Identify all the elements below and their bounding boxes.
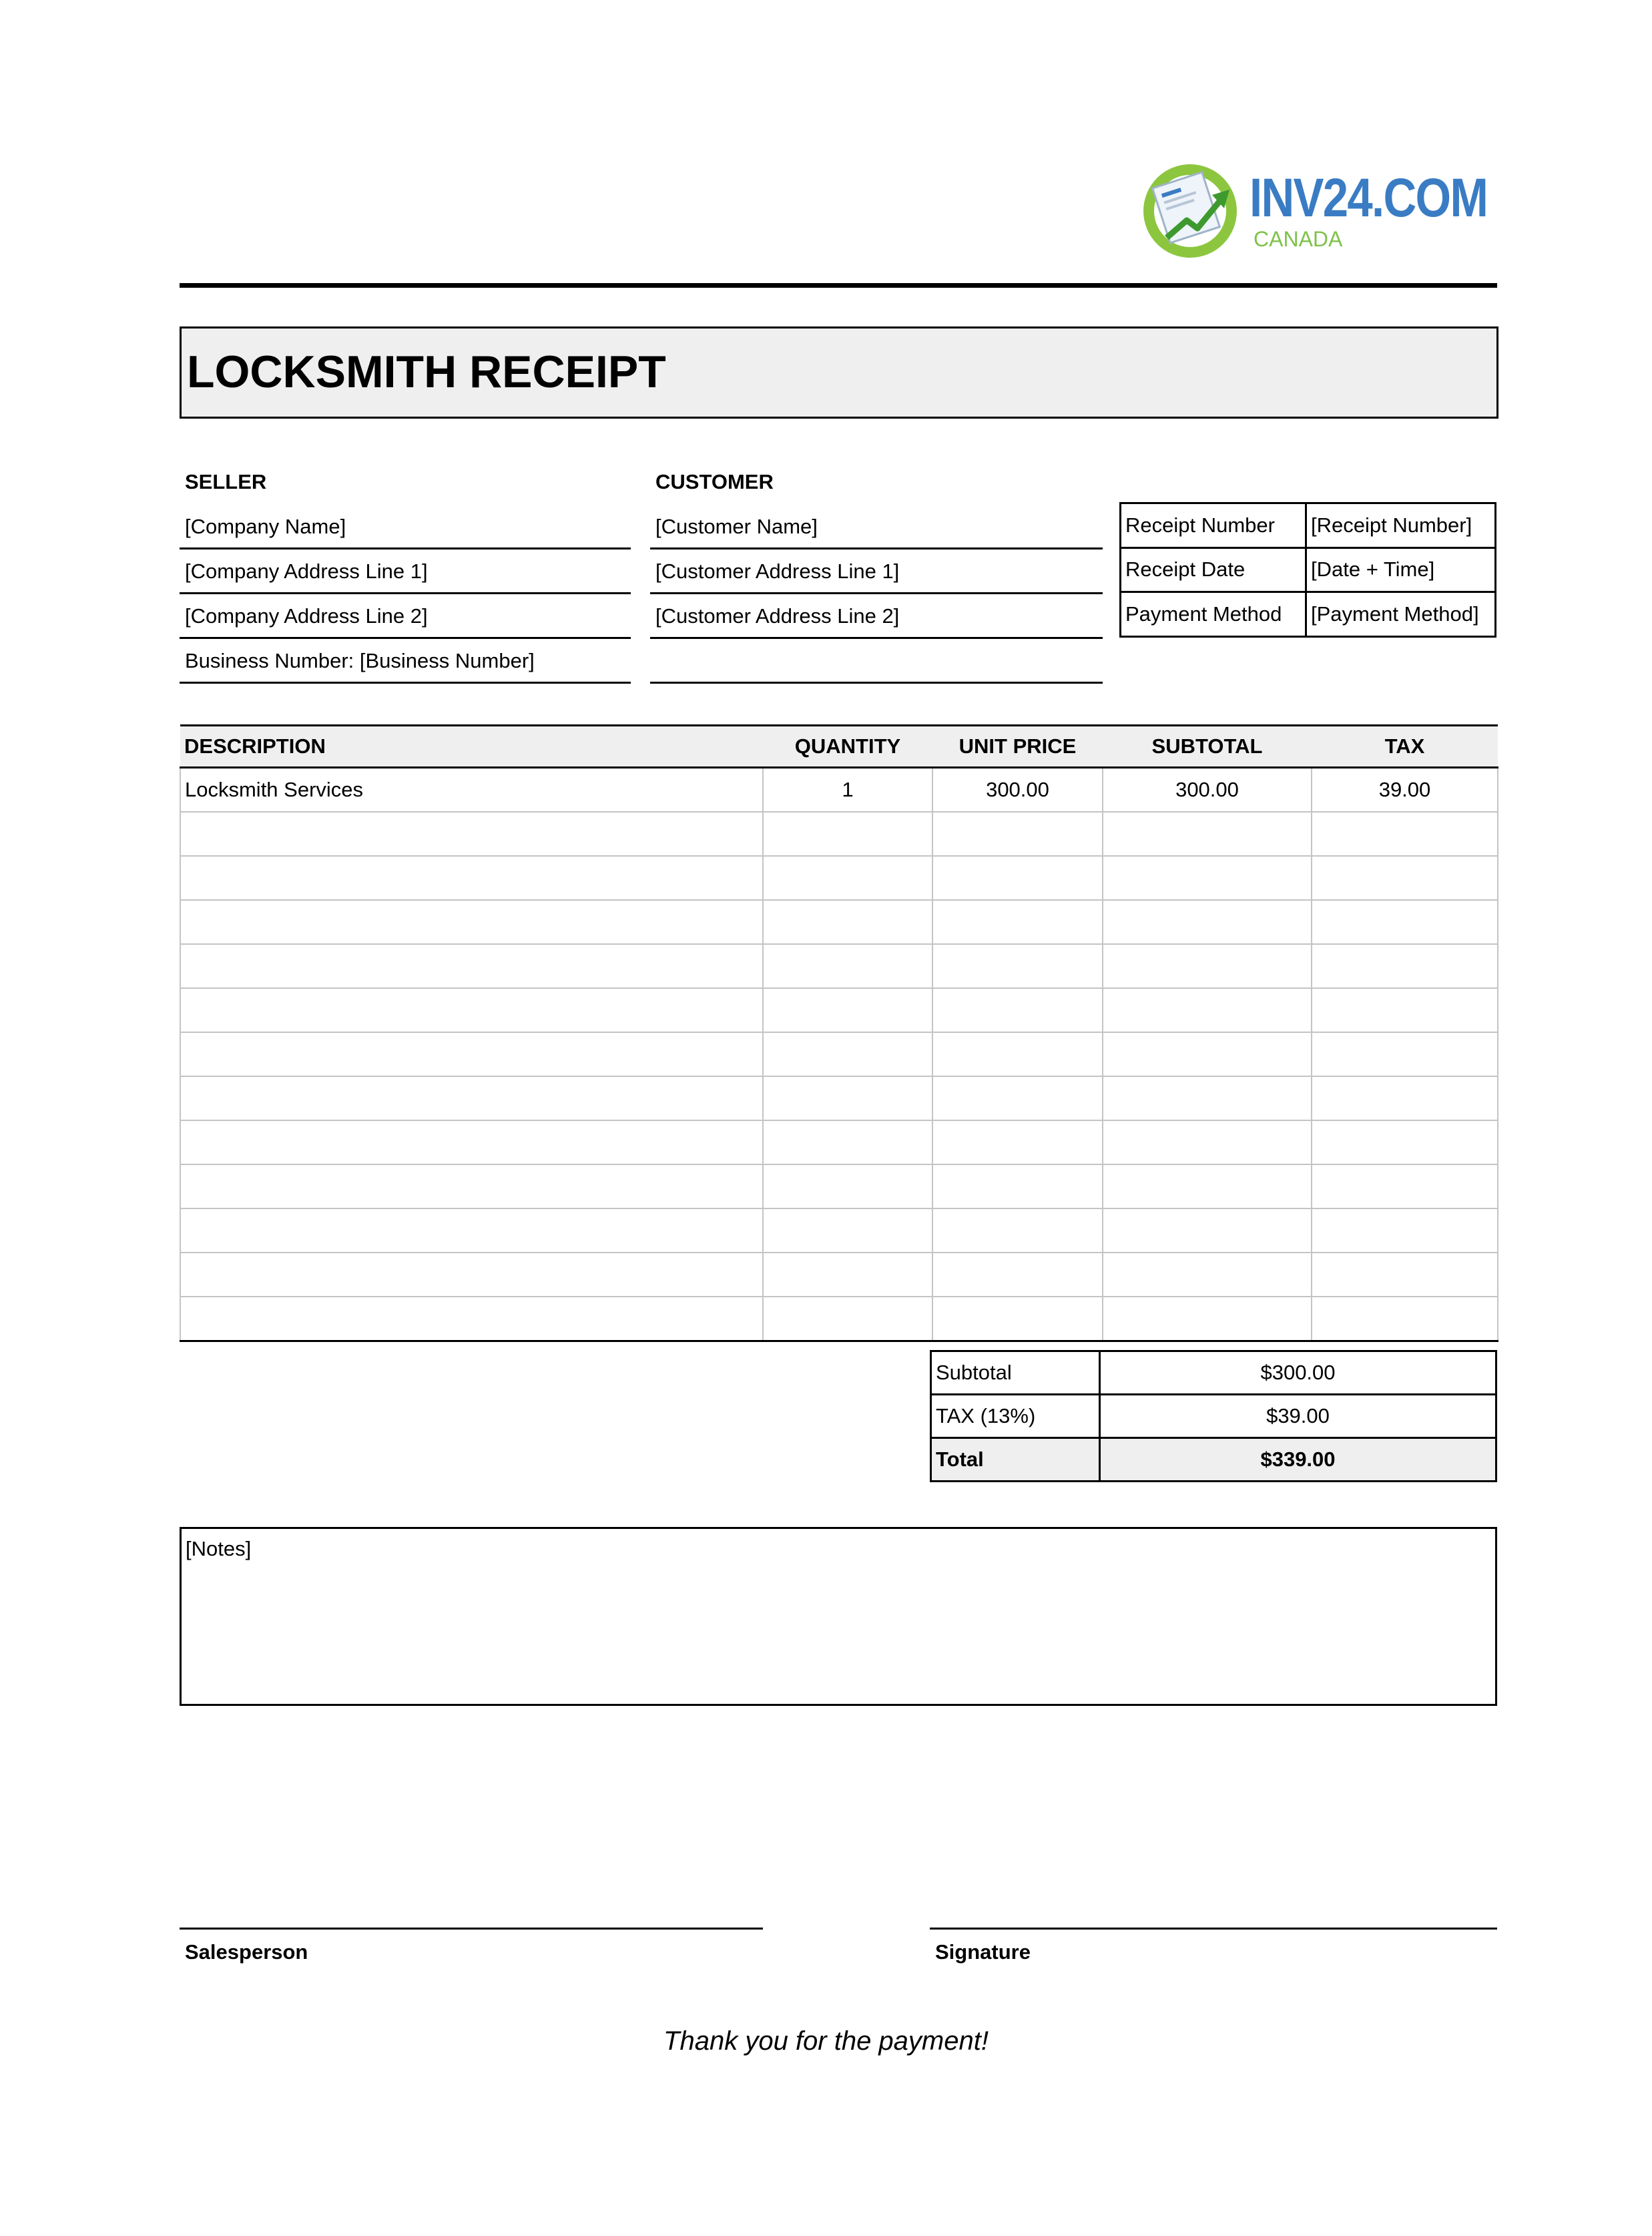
item-unit-price[interactable] [932,1208,1103,1253]
item-subtotal[interactable] [1103,1253,1312,1297]
item-quantity[interactable] [763,988,932,1032]
total-label: Total [931,1438,1100,1482]
meta-row [1121,503,1496,548]
item-tax[interactable] [1312,856,1498,900]
meta-value-payment-method[interactable]: [Payment Method] [1306,592,1496,637]
item-tax[interactable] [1312,1253,1498,1297]
seller-line-1 [180,547,631,549]
item-tax[interactable]: 39.00 [1312,768,1498,813]
table-row [180,1297,1498,1341]
seller-line-2 [180,592,631,594]
salesperson-line [180,1928,763,1930]
col-header-quantity: QUANTITY [763,726,932,768]
seller-company-name[interactable]: [Company Name] [185,515,346,538]
notes-text[interactable]: [Notes] [186,1537,252,1560]
notes-box[interactable] [180,1527,1497,1706]
customer-heading: CUSTOMER [655,470,774,493]
item-subtotal[interactable] [1103,856,1312,900]
item-tax[interactable] [1312,1164,1498,1208]
tax-value: $39.00 [1100,1395,1496,1438]
header-divider [180,283,1497,288]
item-description[interactable]: Locksmith Services [180,768,763,813]
line-items-table [180,724,1498,1342]
item-quantity[interactable] [763,1164,932,1208]
item-quantity[interactable] [763,944,932,988]
title-banner [180,326,1498,419]
item-subtotal[interactable] [1103,1164,1312,1208]
table-row [180,1120,1498,1164]
customer-address-1[interactable]: [Customer Address Line 1] [655,560,900,583]
item-unit-price[interactable] [932,1164,1103,1208]
salesperson-label: Salesperson [185,1940,308,1964]
item-unit-price[interactable] [932,988,1103,1032]
seller-address-1[interactable]: [Company Address Line 1] [185,560,428,583]
receipt-meta-table [1119,502,1496,638]
meta-label-payment-method: Payment Method [1121,592,1306,637]
item-quantity[interactable] [763,1253,932,1297]
item-description[interactable] [180,812,763,856]
col-header-subtotal: SUBTOTAL [1103,726,1312,768]
customer-line-3 [650,637,1103,639]
meta-value-receipt-number[interactable]: [Receipt Number] [1306,503,1496,548]
total-value: $339.00 [1100,1438,1496,1482]
col-header-unit-price: UNIT PRICE [932,726,1103,768]
item-description[interactable] [180,944,763,988]
table-row [180,768,1498,813]
page-title: LOCKSMITH RECEIPT [187,347,666,397]
item-description[interactable] [180,1208,763,1253]
inv24-logo [1135,152,1488,266]
seller-line-4 [180,682,631,684]
item-quantity[interactable] [763,1208,932,1253]
item-unit-price[interactable] [932,1253,1103,1297]
table-row [180,1253,1498,1297]
meta-value-receipt-date[interactable]: [Date + Time] [1306,547,1496,592]
item-quantity[interactable] [763,1032,932,1076]
table-row [180,1032,1498,1076]
meta-label-receipt-number: Receipt Number [1121,503,1306,548]
item-description[interactable] [180,1076,763,1120]
table-row [180,1076,1498,1120]
table-row [180,900,1498,944]
meta-row [1121,547,1496,592]
item-quantity[interactable] [763,900,932,944]
item-unit-price[interactable] [932,1297,1103,1341]
totals-row-tax [931,1395,1496,1438]
seller-heading: SELLER [185,470,267,493]
item-subtotal[interactable] [1103,900,1312,944]
item-tax[interactable] [1312,1120,1498,1164]
table-row [180,812,1498,856]
signature-label: Signature [935,1940,1031,1964]
item-tax[interactable] [1312,944,1498,988]
item-unit-price[interactable] [932,812,1103,856]
item-description[interactable] [180,1120,763,1164]
item-subtotal[interactable] [1103,1297,1312,1341]
item-quantity[interactable] [763,1076,932,1120]
seller-line-3 [180,637,631,639]
item-unit-price[interactable] [932,856,1103,900]
item-tax[interactable] [1312,1032,1498,1076]
customer-line-4 [650,682,1103,684]
item-description[interactable] [180,900,763,944]
customer-address-2[interactable]: [Customer Address Line 2] [655,604,900,628]
logo-brand-text: INV24.COM [1250,168,1488,228]
item-subtotal[interactable] [1103,1208,1312,1253]
totals-table [930,1350,1497,1482]
item-unit-price[interactable] [932,900,1103,944]
meta-row [1121,592,1496,637]
item-quantity[interactable] [763,1297,932,1341]
table-row [180,856,1498,900]
invoice-chart-icon [1140,159,1240,259]
item-description[interactable] [180,1253,763,1297]
item-description[interactable] [180,1032,763,1076]
meta-label-receipt-date: Receipt Date [1121,547,1306,592]
col-header-tax: TAX [1312,726,1498,768]
col-header-description: DESCRIPTION [180,726,763,768]
item-description[interactable] [180,988,763,1032]
table-row [180,988,1498,1032]
signature-line [930,1928,1497,1930]
item-quantity[interactable] [763,856,932,900]
customer-name[interactable]: [Customer Name] [655,515,818,538]
item-subtotal[interactable] [1103,1076,1312,1120]
item-tax[interactable] [1312,1297,1498,1341]
customer-line-1 [650,547,1103,549]
item-subtotal[interactable] [1103,812,1312,856]
subtotal-value: $300.00 [1100,1351,1496,1395]
item-tax[interactable] [1312,988,1498,1032]
item-unit-price[interactable] [932,1120,1103,1164]
item-subtotal[interactable] [1103,944,1312,988]
item-subtotal[interactable]: 300.00 [1103,768,1312,813]
totals-row-total [931,1438,1496,1482]
totals-row-subtotal [931,1351,1496,1395]
logo-subtitle: CANADA [1254,227,1343,251]
item-unit-price[interactable]: 300.00 [932,768,1103,813]
item-description[interactable] [180,1297,763,1341]
item-quantity[interactable] [763,1120,932,1164]
item-quantity[interactable] [763,812,932,856]
item-tax[interactable] [1312,812,1498,856]
thank-you-message: Thank you for the payment! [663,2026,989,2056]
item-subtotal[interactable] [1103,1032,1312,1076]
item-subtotal[interactable] [1103,988,1312,1032]
customer-line-2 [650,592,1103,594]
items-header-row [180,726,1498,768]
item-unit-price[interactable] [932,944,1103,988]
seller-business-number[interactable]: Business Number: [Business Number] [185,649,535,672]
item-description[interactable] [180,1164,763,1208]
tax-label: TAX (13%) [931,1395,1100,1438]
subtotal-label: Subtotal [931,1351,1100,1395]
seller-address-2[interactable]: [Company Address Line 2] [185,604,428,628]
table-row [180,1208,1498,1253]
item-tax[interactable] [1312,1076,1498,1120]
item-subtotal[interactable] [1103,1120,1312,1164]
item-quantity[interactable]: 1 [763,768,932,813]
item-description[interactable] [180,856,763,900]
item-unit-price[interactable] [932,1032,1103,1076]
item-tax[interactable] [1312,900,1498,944]
item-unit-price[interactable] [932,1076,1103,1120]
table-row [180,944,1498,988]
table-row [180,1164,1498,1208]
item-tax[interactable] [1312,1208,1498,1253]
